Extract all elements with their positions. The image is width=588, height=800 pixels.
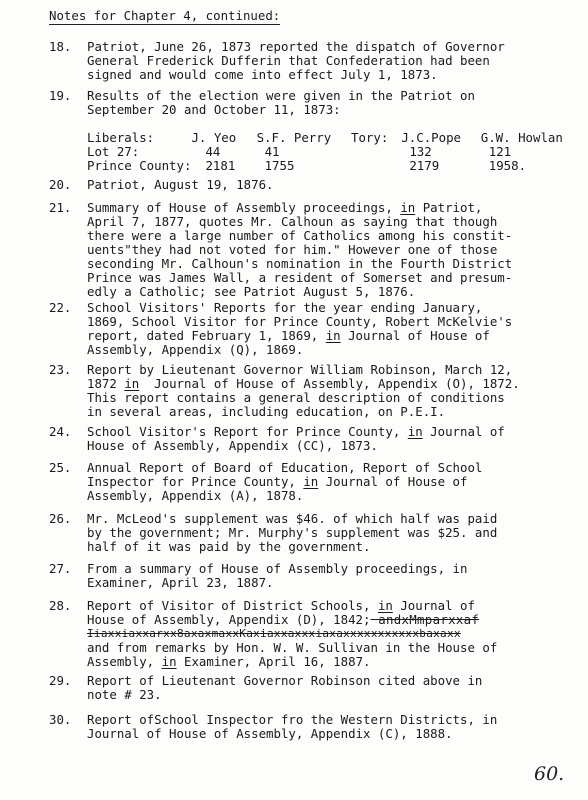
note-body bbox=[87, 562, 567, 590]
note-line: Journal of House of Assembly, Appendix (C), 1888. bbox=[87, 726, 453, 741]
table-cell: 2179 bbox=[409, 158, 440, 173]
note-line: Report ofSchool Inspector fro the Western Districts, in bbox=[87, 712, 498, 727]
note-line: Report of Lieutenant Governor Robinson cited above in bbox=[87, 673, 483, 688]
table-cell: 1755 bbox=[264, 158, 295, 173]
note-line: by the government; Mr. Murphy's supplement was $25. and bbox=[87, 525, 498, 540]
election-results-table bbox=[87, 131, 567, 173]
page-heading: Notes for Chapter 4, continued: bbox=[49, 8, 281, 23]
note-line: note # 23. bbox=[87, 687, 162, 702]
note-line: uents"they had not voted for him." However one of those bbox=[87, 242, 498, 257]
table-cell: 121 bbox=[488, 144, 512, 159]
note-line: Assembly, in Examiner, April 16, 1887. bbox=[87, 654, 371, 669]
note-line: From a summary of House of Assembly proceedings, in bbox=[87, 561, 468, 576]
note-number: 25. bbox=[49, 460, 72, 475]
note-number: 29. bbox=[49, 673, 72, 688]
note-body bbox=[87, 301, 567, 357]
note-line: Annual Report of Board of Education, Report of School bbox=[87, 460, 483, 475]
table-cell: 44 bbox=[205, 144, 221, 159]
note-body bbox=[87, 674, 567, 702]
note-number: 28. bbox=[49, 598, 72, 613]
table-row bbox=[87, 131, 567, 145]
note-line: Report by Lieutenant Governor William Robinson, March 12, bbox=[87, 362, 513, 377]
note-line: Patriot, August 19, 1876. bbox=[87, 177, 274, 192]
note-body bbox=[87, 363, 567, 419]
note-number: 20. bbox=[49, 177, 72, 192]
note-body bbox=[87, 461, 567, 503]
note-number: 18. bbox=[49, 39, 72, 54]
note-line: Inspector for Prince County, in Journal of House of bbox=[87, 474, 468, 489]
note-body bbox=[87, 599, 567, 669]
note-line: Report of Visitor of District Schools, in Journal of bbox=[87, 598, 475, 613]
note-line: School Visitor's Report for Prince County, in Journal of bbox=[87, 424, 505, 439]
note-body bbox=[87, 512, 567, 554]
note-number: 22. bbox=[49, 300, 72, 315]
note-body bbox=[87, 40, 567, 82]
note-line: House of Assembly, Appendix (CC), 1873. bbox=[87, 438, 378, 453]
note-line: Assembly, Appendix (A), 1878. bbox=[87, 488, 304, 503]
note-line: School Visitors' Reports for the year ending January, bbox=[87, 300, 483, 315]
table-cell bbox=[351, 145, 401, 159]
note-line: there were a large number of Catholics among his constit- bbox=[87, 228, 513, 243]
table-cell: Tory: bbox=[351, 130, 389, 145]
table-cell: Liberals: bbox=[87, 130, 155, 145]
note-line: edly a Catholic; see Patriot August 5, 1876. bbox=[87, 284, 416, 299]
note-line: Assembly, Appendix (Q), 1869. bbox=[87, 342, 304, 357]
note-line: Mr. McLeod's supplement was $46. of which half was paid bbox=[87, 511, 498, 526]
note-number: 19. bbox=[49, 88, 72, 103]
table-cell: 132 bbox=[409, 144, 432, 159]
table-cell: 41 bbox=[264, 144, 280, 159]
note-line: half of it was paid by the government. bbox=[87, 539, 371, 554]
table-row bbox=[87, 159, 567, 173]
struck-text: andxMmparxxaf bbox=[370, 612, 480, 627]
note-number: 26. bbox=[49, 511, 72, 526]
note-line: April 7, 1877, quotes Mr. Calhoun as saying that though bbox=[87, 214, 498, 229]
table-cell: 1958. bbox=[488, 158, 527, 173]
table-cell: G.W. Howlan bbox=[480, 130, 563, 145]
table-cell: S.F. Perry bbox=[256, 130, 332, 145]
note-body bbox=[87, 178, 567, 192]
table-cell bbox=[351, 159, 401, 173]
table-cell: J. Yeo bbox=[191, 130, 237, 145]
note-number: 21. bbox=[49, 200, 72, 215]
note-line: General Frederick Dufferin that Confederation had been bbox=[87, 53, 490, 68]
note-line: in several areas, including education, on P.E.I. bbox=[87, 404, 446, 419]
note-line: signed and would come into effect July 1, 1873. bbox=[87, 67, 438, 82]
note-number: 24. bbox=[49, 424, 72, 439]
note-number: 23. bbox=[49, 362, 72, 377]
table-cell: Prince County: bbox=[87, 158, 192, 173]
note-line: September 20 and October 11, 1873: bbox=[87, 102, 341, 117]
note-line: seconding Mr. Calhoun's nomination in the Fourth District bbox=[87, 256, 513, 271]
note-line: Prince was James Wall, a resident of Somerset and presum- bbox=[87, 270, 513, 285]
table-row bbox=[87, 145, 567, 159]
table-cell: J.C.Pope bbox=[401, 130, 462, 145]
note-line: Patriot, June 26, 1873 reported the dispatch of Governor bbox=[87, 39, 505, 54]
note-body bbox=[87, 89, 567, 173]
note-line: 1872 in Journal of House of Assembly, Appendix (O), 1872. bbox=[87, 376, 520, 391]
note-body bbox=[87, 201, 567, 299]
note-line: House of Assembly, Appendix (D), 1842; andxMmparxxaf bbox=[87, 612, 480, 627]
note-body bbox=[87, 425, 567, 453]
note-number: 30. bbox=[49, 712, 72, 727]
note-line: This report contains a general description of conditions bbox=[87, 390, 505, 405]
note-line: Examiner, April 23, 1887. bbox=[87, 575, 274, 590]
note-line: Results of the election were given in the Patriot on bbox=[87, 88, 475, 103]
note-body bbox=[87, 713, 567, 741]
struck-text: Iiaxxiaxxarxx8axaxmaxxKaxiaxxaxxxiaxaxxxxxxxxxxxbaxaxx bbox=[87, 627, 461, 640]
note-line: and from remarks by Hon. W. W. Sullivan in the House of bbox=[87, 640, 498, 655]
table-cell: 2181 bbox=[205, 158, 236, 173]
table-cell: Lot 27: bbox=[87, 144, 140, 159]
note-line: Summary of House of Assembly proceedings, in Patriot, bbox=[87, 200, 483, 215]
note-line: report, dated February 1, 1869, in Journal of House of bbox=[87, 328, 490, 343]
note-line: 1869, School Visitor for Prince County, Robert McKelvie's bbox=[87, 314, 513, 329]
note-number: 27. bbox=[49, 561, 72, 576]
page-number: 60. bbox=[534, 763, 565, 785]
